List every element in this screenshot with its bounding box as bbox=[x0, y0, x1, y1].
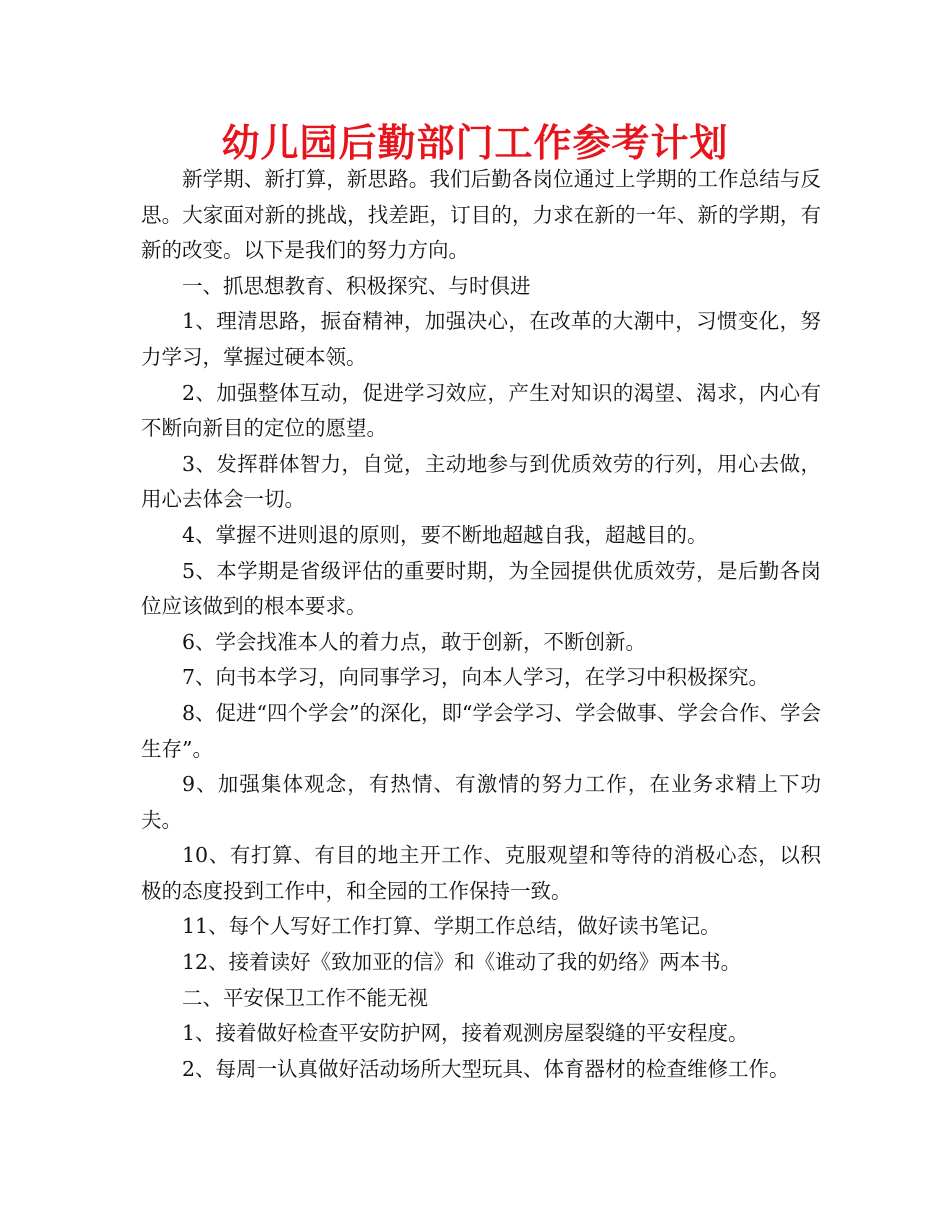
list-item: 2、每周一认真做好活动场所大型玩具、体育器材的检查维修工作。 bbox=[182, 1056, 790, 1081]
list-item: 9、加强集体观念，有热情、有激情的努力工作，在业务求精上下功夫。 bbox=[141, 772, 821, 832]
list-item: 11、每个人写好工作打算、学期工作总结，做好读书笔记。 bbox=[182, 914, 721, 939]
list-item: 4、掌握不进则退的原则，要不断地超越自我，超越目的。 bbox=[182, 522, 708, 547]
list-item: 8、促进“四个学会”的深化，即“学会学习、学会做事、学会合作、学会生存”。 bbox=[141, 700, 821, 761]
list-item: 10、有打算、有目的地主开工作、克服观望和等待的消极心态，以积极的态度投到工作中，和全园的工作保持一致。 bbox=[141, 843, 821, 903]
list-item: 1、接着做好检查平安防护网，接着观测房屋裂缝的平安程度。 bbox=[182, 1021, 749, 1046]
list-item: 2、加强整体互动，促进学习效应，产生对知识的渴望、渴求，内心有不断向新目的定位的愿望。 bbox=[141, 380, 821, 441]
list-item: 12、接着读好《致加亚的信》和《谁动了我的奶络》两本书。 bbox=[182, 950, 742, 975]
document-title: 幼儿园后勤部门工作参考计划 bbox=[221, 121, 729, 165]
list-item: 6、学会找准本人的着力点，敢于创新，不断创新。 bbox=[182, 629, 647, 654]
list-item: 3、发挥群体智力，自觉，主动地参与到优质效劳的行列，用心去做，用心去体会一切。 bbox=[141, 451, 821, 512]
list-item: 1、理清思路，振奋精神，加强决心，在改革的大潮中，习惯变化，努力学习，掌握过硬本领。 bbox=[141, 309, 821, 369]
paragraph-intro: 新学期、新打算，新思路。我们后勤各岗位通过上学期的工作总结与反思。大家面对新的挑战，找差距，订目的，力求在新的一年、新的学期，有新的改变。以下是我们的努力方向。 bbox=[141, 167, 821, 263]
list-item: 5、本学期是省级评估的重要时期，为全园提供优质效劳，是后勤各岗位应该做到的根本要求。 bbox=[141, 558, 821, 619]
section-heading-2: 二、平安保卫工作不能无视 bbox=[182, 985, 428, 1010]
list-item: 7、向书本学习，向同事学习，向本人学习，在学习中积极探究。 bbox=[182, 665, 770, 690]
section-heading-1: 一、抓思想教育、积极探究、与时俱进 bbox=[182, 273, 531, 298]
document-body bbox=[141, 162, 821, 1087]
